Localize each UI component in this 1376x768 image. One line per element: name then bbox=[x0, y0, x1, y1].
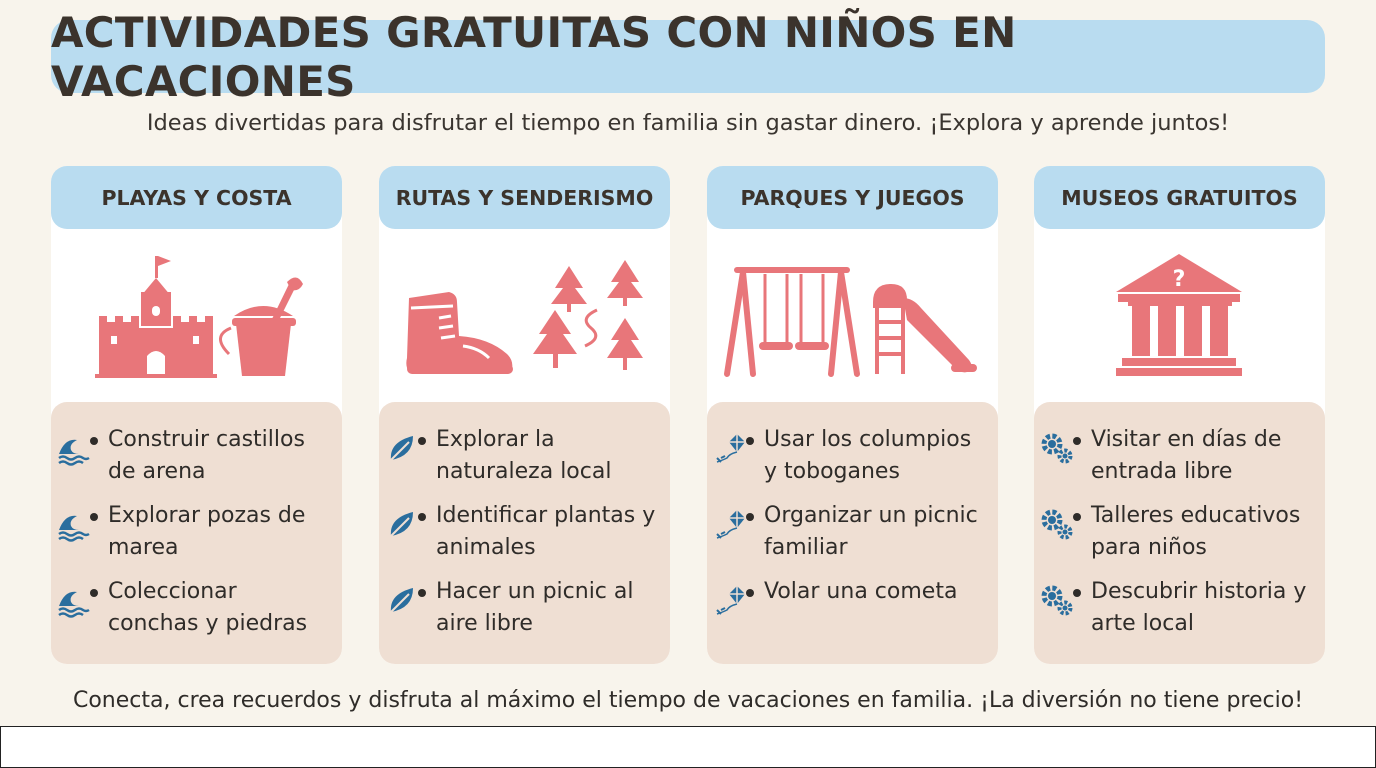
item-line: Usar los columpios bbox=[764, 427, 972, 452]
column-header: PLAYAS Y COSTA bbox=[51, 166, 342, 229]
column-museos bbox=[1034, 166, 1325, 664]
wave-icon bbox=[55, 430, 91, 466]
museum-building-illustration bbox=[1034, 236, 1325, 396]
list-item bbox=[379, 503, 670, 570]
list-item bbox=[1034, 503, 1325, 570]
list-item bbox=[707, 579, 998, 646]
list-item bbox=[51, 427, 342, 494]
svg-text:?: ? bbox=[1172, 267, 1186, 292]
item-line: entrada libre bbox=[1091, 459, 1233, 484]
kite-icon bbox=[711, 582, 747, 618]
title-banner bbox=[51, 7, 1325, 106]
item-line: Coleccionar bbox=[108, 579, 237, 604]
list-item bbox=[379, 427, 670, 494]
swings-and-slide-illustration bbox=[707, 236, 998, 396]
item-line: de arena bbox=[108, 459, 206, 484]
bullet bbox=[1073, 437, 1081, 445]
column-header: RUTAS Y SENDERISMO bbox=[379, 166, 670, 229]
wave-icon bbox=[55, 506, 91, 542]
activity-list bbox=[379, 402, 670, 664]
item-line: para niños bbox=[1091, 535, 1207, 560]
list-item bbox=[707, 503, 998, 570]
list-item bbox=[51, 579, 342, 646]
item-line: arte local bbox=[1091, 611, 1194, 636]
item-line: aire libre bbox=[436, 611, 533, 636]
activity-list bbox=[707, 402, 998, 664]
item-line: Descubrir historia y bbox=[1091, 579, 1307, 604]
wave-icon bbox=[55, 582, 91, 618]
column-parques bbox=[707, 166, 998, 664]
gears-icon bbox=[1038, 430, 1074, 466]
page-subtitle: Ideas divertidas para disfrutar el tiempo en familia sin gastar dinero. ¡Explora y aprende juntos! bbox=[146, 110, 1230, 136]
bullet bbox=[1073, 589, 1081, 597]
page-title: ACTIVIDADES GRATUITAS CON NIÑOS EN VACACIONES bbox=[51, 7, 1017, 106]
item-line: Visitar en días de bbox=[1091, 427, 1282, 452]
column-header: MUSEOS GRATUITOS bbox=[1034, 166, 1325, 229]
footer-text: Conecta, crea recuerdos y disfruta al máximo el tiempo de vacaciones en familia. ¡La diversión no tiene precio! bbox=[72, 688, 1304, 713]
leaf-icon bbox=[383, 582, 419, 618]
bullet bbox=[418, 513, 426, 521]
item-line: Volar una cometa bbox=[764, 579, 958, 604]
item-line: naturaleza local bbox=[436, 459, 612, 484]
gears-icon bbox=[1038, 506, 1074, 542]
activity-list bbox=[51, 402, 342, 664]
item-line: Identificar plantas y bbox=[436, 503, 656, 528]
bullet bbox=[746, 513, 754, 521]
list-item bbox=[379, 579, 670, 646]
item-line: Organizar un picnic bbox=[764, 503, 978, 528]
blank-panel bbox=[0, 726, 1376, 768]
item-line: y toboganes bbox=[764, 459, 900, 484]
column-header: PARQUES Y JUEGOS bbox=[707, 166, 998, 229]
list-item bbox=[1034, 427, 1325, 494]
item-line: familiar bbox=[764, 535, 848, 560]
kite-icon bbox=[711, 506, 747, 542]
item-line: marea bbox=[108, 535, 179, 560]
leaf-icon bbox=[383, 430, 419, 466]
activity-list bbox=[1034, 402, 1325, 664]
bullet bbox=[90, 513, 98, 521]
list-item bbox=[707, 427, 998, 494]
bullet bbox=[746, 437, 754, 445]
item-line: Talleres educativos bbox=[1091, 503, 1301, 528]
item-line: Explorar pozas de bbox=[108, 503, 306, 528]
bullet bbox=[90, 589, 98, 597]
bullet bbox=[418, 437, 426, 445]
item-line: Explorar la bbox=[436, 427, 555, 452]
leaf-icon bbox=[383, 506, 419, 542]
hiking-boot-and-trees-illustration bbox=[379, 236, 670, 396]
gears-icon bbox=[1038, 582, 1074, 618]
item-line: Hacer un picnic al bbox=[436, 579, 634, 604]
kite-icon bbox=[711, 430, 747, 466]
bullet bbox=[746, 589, 754, 597]
item-line: Construir castillos bbox=[108, 427, 305, 452]
bullet bbox=[90, 437, 98, 445]
sandcastle-and-bucket-illustration bbox=[51, 236, 342, 396]
column-rutas bbox=[379, 166, 670, 664]
list-item bbox=[1034, 579, 1325, 646]
bullet bbox=[1073, 513, 1081, 521]
item-line: animales bbox=[436, 535, 536, 560]
column-playas bbox=[51, 166, 342, 664]
item-line: conchas y piedras bbox=[108, 611, 308, 636]
bullet bbox=[418, 589, 426, 597]
list-item bbox=[51, 503, 342, 570]
